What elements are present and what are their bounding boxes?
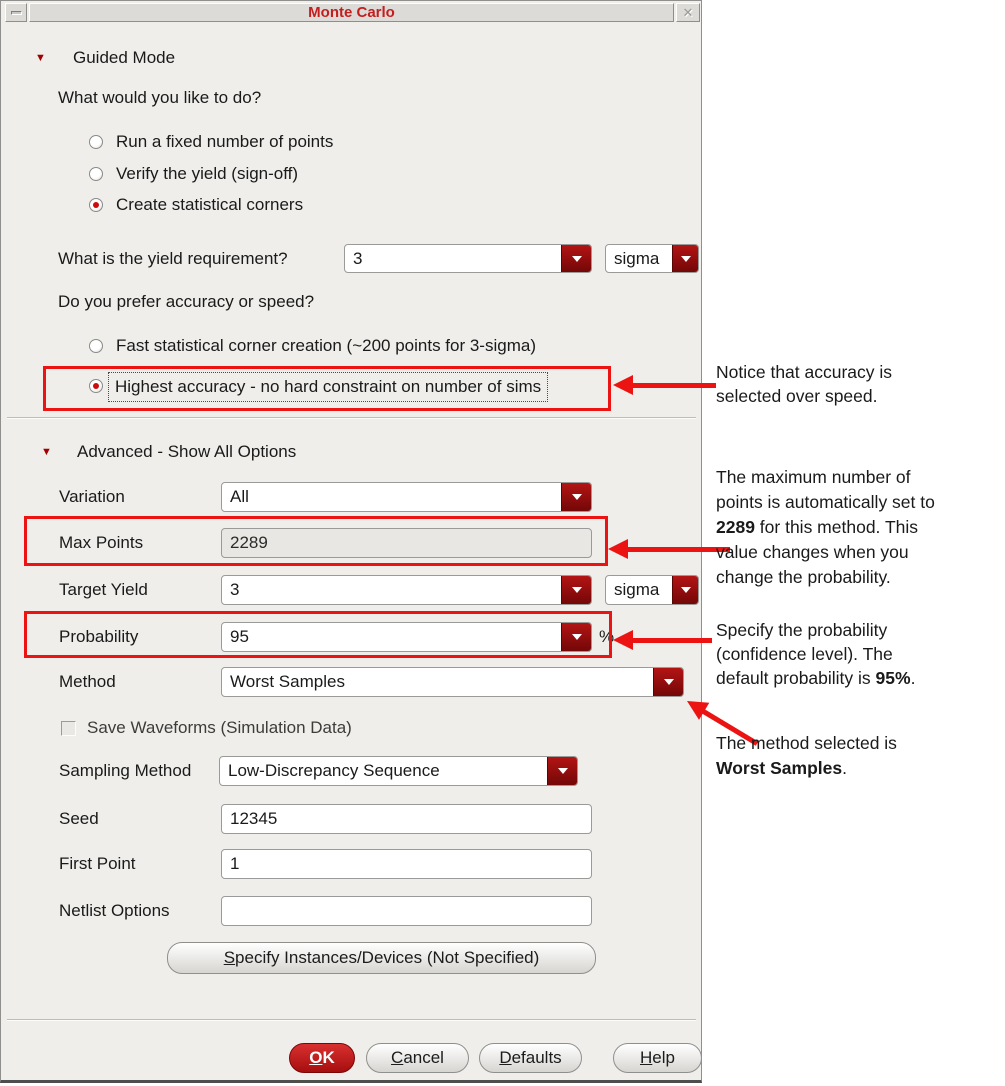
save-waveforms-label[interactable]: Save Waveforms (Simulation Data)	[87, 718, 352, 737]
radio-fixed-points-label[interactable]: Run a fixed number of points	[116, 132, 334, 151]
max-points-label: Max Points	[59, 533, 144, 552]
target-yield-value: 3	[230, 580, 240, 599]
target-yield-combo[interactable]	[221, 575, 592, 605]
advanced-section-header[interactable]: Advanced - Show All Options	[77, 442, 297, 461]
method-value: Worst Samples	[230, 672, 345, 691]
minimize-button[interactable]	[5, 3, 27, 22]
annotation-accuracy: Notice that accuracy is selected over speed.	[716, 362, 893, 406]
radio-verify-yield-label[interactable]: Verify the yield (sign-off)	[116, 164, 299, 183]
annotation-max-points: The maximum number of points is automatically set to 2289 for this method. This value changes when you change the probability.	[716, 467, 935, 587]
method-combo[interactable]	[221, 667, 684, 697]
question-accuracy-speed: Do you prefer accuracy or speed?	[58, 292, 315, 311]
arrow-max-points-shaft	[626, 547, 730, 552]
section-separator	[7, 417, 696, 419]
first-point-label: First Point	[59, 854, 136, 873]
sampling-method-combo[interactable]	[219, 756, 578, 786]
annotation-method: The method selected is Worst Samples.	[716, 733, 897, 778]
arrow-accuracy-icon	[613, 375, 633, 395]
yield-unit-dropdown-icon[interactable]	[672, 245, 698, 272]
first-point-input[interactable]	[221, 849, 592, 879]
minimize-icon	[11, 11, 22, 15]
highlight-box-highest-accuracy	[43, 366, 611, 411]
arrow-probability-shaft	[631, 638, 712, 643]
ok-button[interactable]: OK	[289, 1043, 355, 1073]
cancel-button[interactable]: Cancel	[366, 1043, 469, 1073]
close-icon: ✕	[682, 4, 694, 20]
probability-unit-label: %	[599, 627, 615, 646]
yield-unit-value: sigma	[614, 248, 660, 268]
question-what-to-do: What would you like to do?	[58, 88, 262, 107]
radio-statistical-corners[interactable]	[89, 198, 103, 212]
close-button[interactable]	[676, 3, 700, 22]
guided-section-header[interactable]: Guided Mode	[73, 48, 176, 67]
arrow-probability-icon	[613, 630, 633, 650]
netlist-options-input[interactable]	[221, 896, 592, 926]
sampling-method-label: Sampling Method	[59, 761, 192, 780]
probability-label: Probability	[59, 627, 139, 646]
annotation-probability: Specify the probability (confidence level). The default probability is 95%.	[716, 620, 916, 688]
sampling-method-dropdown-icon[interactable]	[547, 757, 577, 785]
variation-dropdown-icon[interactable]	[561, 483, 591, 511]
window-title: Monte Carlo	[308, 4, 395, 21]
sampling-method-value: Low-Discrepancy Sequence	[228, 761, 440, 780]
radio-fixed-points[interactable]	[89, 135, 103, 149]
yield-unit-combo[interactable]	[605, 244, 699, 273]
radio-fast-corner-label[interactable]: Fast statistical corner creation (~200 points for 3-sigma)	[116, 336, 536, 355]
probability-value: 95	[230, 627, 249, 646]
target-yield-unit-dropdown-icon[interactable]	[672, 576, 698, 604]
yield-requirement-question: What is the yield requirement?	[58, 249, 288, 268]
variation-combo[interactable]	[221, 482, 592, 512]
variation-value: All	[230, 487, 249, 506]
yield-requirement-combo[interactable]	[344, 244, 592, 273]
target-yield-dropdown-icon[interactable]	[561, 576, 591, 604]
save-waveforms-checkbox[interactable]	[61, 721, 76, 736]
help-button[interactable]: Help	[613, 1043, 702, 1073]
highlight-box-max-points	[24, 516, 608, 566]
netlist-options-label: Netlist Options	[59, 901, 170, 920]
seed-input[interactable]	[221, 804, 592, 834]
titlebar[interactable]	[29, 3, 674, 22]
footer-separator	[7, 1019, 696, 1021]
yield-requirement-value: 3	[353, 248, 363, 268]
target-yield-unit-value: sigma	[614, 580, 660, 599]
seed-label: Seed	[59, 809, 99, 828]
target-yield-label: Target Yield	[59, 580, 148, 599]
guided-collapse-icon[interactable]: ▼	[35, 52, 46, 64]
radio-verify-yield[interactable]	[89, 167, 103, 181]
target-yield-unit-combo[interactable]	[605, 575, 699, 605]
highlight-box-probability	[24, 611, 615, 658]
radio-statistical-corners-label[interactable]: Create statistical corners	[116, 195, 304, 214]
yield-requirement-dropdown-icon[interactable]	[561, 245, 591, 272]
variation-label: Variation	[59, 487, 125, 506]
advanced-collapse-icon[interactable]: ▼	[41, 446, 52, 458]
specify-instances-button[interactable]: Specify Instances/Devices (Not Specified)	[167, 942, 596, 974]
method-dropdown-icon[interactable]	[653, 668, 683, 696]
arrow-max-points-icon	[608, 539, 628, 559]
radio-fast-corner[interactable]	[89, 339, 103, 353]
method-label: Method	[59, 672, 116, 691]
arrow-accuracy-shaft	[631, 383, 716, 388]
defaults-button[interactable]: Defaults	[479, 1043, 582, 1073]
radio-highest-accuracy-label[interactable]: Highest accuracy - no hard constraint on number of sims	[108, 372, 548, 402]
max-points-field: 2289	[221, 528, 592, 558]
